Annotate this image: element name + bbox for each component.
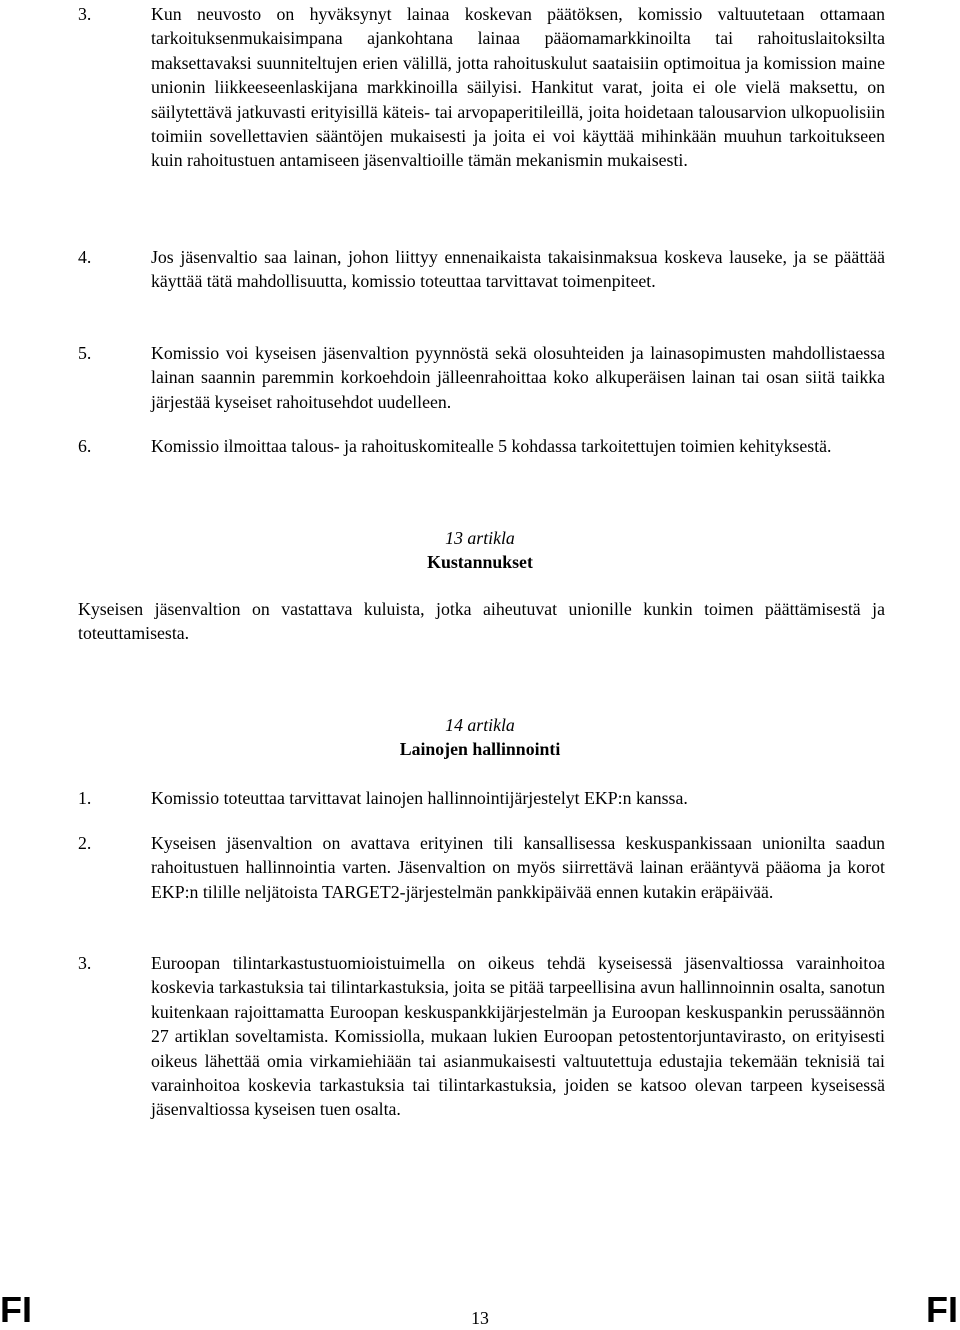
article-label: 13 artikla	[445, 528, 515, 548]
paragraph-number: 6.	[78, 436, 92, 456]
paragraph-text: Euroopan tilintarkastustuomioistuimella on oikeus tehdä kyseisessä jäsenvaltiossa varainhoitoa koskevia tarkastuksia tai tilintarkastuksia, joita se pitää tarpeellisina avun hallinnoinnin osalta, sanotun kuitenkaan rajoittamatta Euroopan keskuspankkijärjestelmän ja Euroopan keskuspankin perussäännön 27 artiklan soveltamista. Komissiolla, mukaan lukien Euroopan petostentorjuntavirasto, on erityisesti oikeus lähettää omia virkamiehiään tai asianmukaisesti valtuutettuja edustajia tekemään teknisiä tai varainhoitoa koskevia tarkastuksia tai tilintarkastuksia, joiden se katsoo olevan tarpeen kyseisessä jäsenvaltiossa kyseisen tuen osalta.	[151, 953, 885, 1120]
article-14-item-1	[78, 786, 885, 810]
paragraph-6	[78, 434, 885, 458]
page-number: 13	[471, 1308, 489, 1328]
article-14-heading	[0, 713, 960, 762]
paragraph-5	[78, 341, 885, 414]
footer-language-left: FI	[0, 1289, 32, 1330]
paragraph-3	[78, 2, 885, 173]
paragraph-text: Komissio ilmoittaa talous- ja rahoituskomitealle 5 kohdassa tarkoitettujen toimien kehityksestä.	[151, 436, 832, 456]
paragraph-number: 3.	[78, 4, 92, 24]
paragraph-number: 1.	[78, 788, 92, 808]
article-14-item-2	[78, 831, 885, 904]
paragraph-text: Kun neuvosto on hyväksynyt lainaa koskevan päätöksen, komissio valtuutetaan ottamaan tarkoituksenmukaisimpana ajankohtana lainaa pääomamarkkinoilta tai rahoituslaitoksilta maksettavaksi suunniteltujen erien välillä, jotta rahoituskulut saataisiin optimoitua ja komission maine unionin liikkeeseenlaskijana markkinoilla säilyisi. Hankitut varat, joita ei ole vielä maksettu, on säilytettävä jatkuvasti erityisillä käteis- tai arvopaperitileillä, joita hoidetaan talousarvion ulkopuolisiin toimiin sovellettavien sääntöjen mukaisesti ja joita ei voi käyttää mihinkään muuhun tarkoitukseen kuin rahoitustuen antamiseen jäsenvaltioille tämän mekanismin mukaisesti.	[151, 4, 885, 171]
paragraph-number: 4.	[78, 247, 92, 267]
paragraph-number: 2.	[78, 833, 92, 853]
article-13-text: Kyseisen jäsenvaltion on vastattava kuluista, jotka aiheutuvat unionille kunkin toimen päättämisestä ja toteuttamisesta.	[78, 599, 885, 644]
paragraph-text: Jos jäsenvaltio saa lainan, johon liittyy ennenaikaista takaisinmaksua koskeva lauseke, ja se päättää käyttää tätä mahdollisuutta, komissio toteuttaa tarvittavat toimenpiteet.	[151, 247, 885, 292]
paragraph-text: Komissio voi kyseisen jäsenvaltion pyynnöstä sekä olosuhteiden ja lainasopimusten mahdollistaessa lainan saannin paremmin korkoehdoin jälleenrahoittaa koko alkuperäisen lainan tai osan siitä taikka järjestää kyseiset rahoitusehdot uudelleen.	[151, 343, 885, 412]
article-label: 14 artikla	[445, 715, 515, 735]
paragraph-4	[78, 245, 885, 294]
article-title: Kustannukset	[427, 552, 533, 573]
article-title: Lainojen hallinnointi	[399, 739, 561, 760]
paragraph-text: Kyseisen jäsenvaltion on avattava erityinen tili kansallisessa keskuspankissaan unionilta saadun rahoitustuen hallinnointia varten. Jäsenvaltion on myös siirrettävä lainan erääntyvä pääoma ja korot EKP:n tilille neljätoista TARGET2-järjestelmän pankkipäivää ennen kutakin eräpäivää.	[151, 833, 885, 902]
article-14-item-3	[78, 951, 885, 1122]
paragraph-text: Komissio toteuttaa tarvittavat lainojen hallinnointijärjestelyt EKP:n kanssa.	[151, 788, 688, 808]
footer-language-right: FI	[926, 1289, 958, 1330]
paragraph-number: 3.	[78, 953, 92, 973]
paragraph-number: 5.	[78, 343, 92, 363]
article-13-heading	[0, 526, 960, 575]
